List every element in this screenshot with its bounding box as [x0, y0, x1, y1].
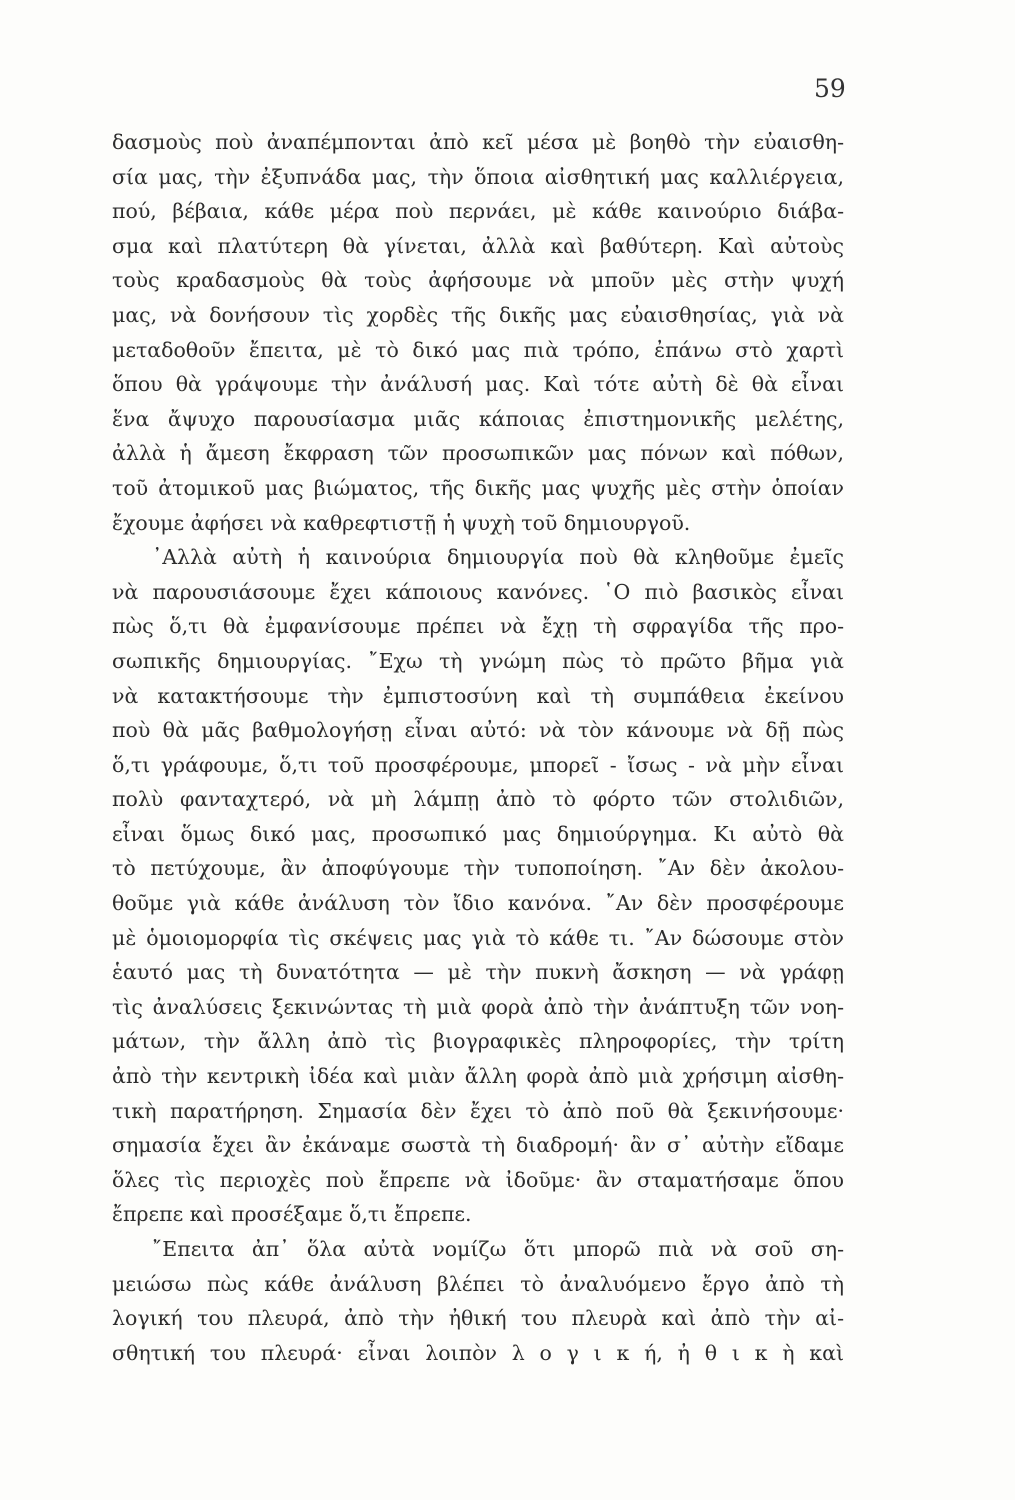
text-line: μὲ ὁμοιομορφία τὶς σκέψεις μας γιὰ τὸ κάθε τι. ῎Αν δώσουμε στὸν: [112, 925, 844, 950]
text-line: σωπικῆς δημιουργίας. ῎Εχω τὴ γνώμη πὼς τὸ πρῶτο βῆμα γιὰ: [112, 648, 844, 673]
text-line: πού, βέβαια, κάθε μέρα ποὺ περνάει, μὲ κάθε καινούριο διάβα-: [112, 199, 844, 224]
text-line: σθητική του πλευρά· εἶναι λοιπὸν λ ο γ ι κ ή, ἠ θ ι κ ὴ καὶ: [112, 1340, 844, 1365]
text-line: τικὴ παρατήρηση. Σημασία δὲν ἔχει τὸ ἀπὸ ποῦ θὰ ξεκινήσουμε·: [112, 1098, 844, 1123]
text-line: δασμοὺς ποὺ ἀναπέμπονται ἀπὸ κεῖ μέσα μὲ βοηθὸ τὴν εὐαισθη-: [112, 130, 844, 154]
text-line: ἕνα ἄψυχο παρουσίασμα μιᾶς κάποιας ἐπιστημονικῆς μελέτης,: [112, 406, 844, 431]
text-line: μας, νὰ δονήσουν τὶς χορδὲς τῆς δικῆς μας εὐαισθησίας, γιὰ νὰ: [112, 302, 844, 327]
text-line: λογική του πλευρά, ἀπὸ τὴν ἠθική του πλευρὰ καὶ ἀπὸ τὴν αἰ-: [112, 1306, 844, 1331]
text-line: μεταδοθοῦν ἔπειτα, μὲ τὸ δικό μας πιὰ τρόπο, ἐπάνω στὸ χαρτὶ: [112, 337, 844, 362]
text-line: ἔπρεπε καὶ προσέξαμε ὅ,τι ἔπρεπε.: [112, 1202, 472, 1227]
body-text: [112, 125, 844, 1370]
text-line: τοῦ ἀτομικοῦ μας βιώματος, τῆς δικῆς μας ψυχῆς μὲς στὴν ὁποίαν: [112, 475, 844, 500]
text-line: ὅλες τὶς περιοχὲς ποὺ ἔπρεπε νὰ ἰδοῦμε· ἂν σταματήσαμε ὅπου: [112, 1167, 844, 1192]
text-line: τὶς ἀναλύσεις ξεκινώντας τὴ μιὰ φορὰ ἀπὸ τὴν ἀνάπτυξη τῶν νοη-: [112, 994, 844, 1019]
text-line: σία μας, τὴν ἐξυπνάδα μας, τὴν ὅποια αἰσθητική μας καλλιέργεια,: [112, 164, 844, 189]
text-line: εἶναι ὅμως δικό μας, προσωπικό μας δημιούργημα. Κι αὐτὸ θὰ: [112, 821, 844, 846]
text-line: τοὺς κραδασμοὺς θὰ τοὺς ἀφήσουμε νὰ μποῦν μὲς στὴν ψυχή: [112, 268, 844, 293]
text-line: ὅπου θὰ γράψουμε τὴν ἀνάλυσή μας. Καὶ τότε αὐτὴ δὲ θὰ εἶναι: [112, 372, 844, 397]
text-line: νὰ παρουσιάσουμε ἔχει κάποιους κανόνες. ῾Ο πιὸ βασικὸς εἶναι: [112, 579, 844, 604]
text-line: τὸ πετύχουμε, ἂν ἀποφύγουμε τὴν τυποποίηση. ῎Αν δὲν ἀκολου-: [112, 856, 844, 881]
text-line: σημασία ἔχει ἂν ἐκάναμε σωστὰ τὴ διαδρομή· ἂν σ᾿ αὐτὴν εἴδαμε: [112, 1133, 844, 1158]
text-line: νὰ κατακτήσουμε τὴν ἐμπιστοσύνη καὶ τὴ συμπάθεια ἐκείνου: [112, 683, 844, 708]
text-line: θοῦμε γιὰ κάθε ἀνάλυση τὸν ἴδιο κανόνα. ῎Αν δὲν προσφέρουμε: [112, 891, 844, 916]
text-line: ποὺ θὰ μᾶς βαθμολογήσῃ εἶναι αὐτό: νὰ τὸν κάνουμε νὰ δῇ πὼς: [112, 718, 844, 743]
text-line: ἀλλὰ ἡ ἄμεση ἔκφραση τῶν προσωπικῶν μας πόνων καὶ πόθων,: [112, 441, 844, 466]
text-line: ῎Επειτα ἀπ᾿ ὅλα αὐτὰ νομίζω ὅτι μπορῶ πιὰ νὰ σοῦ ση-: [152, 1237, 844, 1261]
text-line: ὅ,τι γράφουμε, ὅ,τι τοῦ προσφέρουμε, μπορεῖ - ἴσως - νὰ μὴν εἶναι: [112, 752, 844, 777]
text-line: πολὺ φανταχτερό, νὰ μὴ λάμπῃ ἀπὸ τὸ φόρτο τῶν στολιδιῶν,: [112, 787, 844, 812]
text-line: σμα καὶ πλατύτερη θὰ γίνεται, ἀλλὰ καὶ βαθύτερη. Καὶ αὐτοὺς: [112, 233, 844, 258]
text-line: μειώσω πὼς κάθε ἀνάλυση βλέπει τὸ ἀναλυόμενο ἔργο ἀπὸ τὴ: [112, 1271, 844, 1296]
text-line: ἔχουμε ἀφήσει νὰ καθρεφτιστῇ ἡ ψυχὴ τοῦ δημιουργοῦ.: [112, 510, 691, 535]
text-line: ᾿Αλλὰ αὐτὴ ἡ καινούρια δημιουργία ποὺ θὰ κληθοῦμε ἐμεῖς: [152, 545, 844, 570]
text-line: πὼς ὅ,τι θὰ ἐμφανίσουμε πρέπει νὰ ἔχῃ τὴ σφραγίδα τῆς προ-: [112, 614, 844, 639]
text-line: ἑαυτό μας τὴ δυνατότητα — μὲ τὴν πυκνὴ ἄσκηση — νὰ γράφῃ: [112, 960, 844, 985]
page-number: 59: [814, 74, 846, 103]
text-line: μάτων, τὴν ἄλλη ἀπὸ τὶς βιογραφικὲς πληροφορίες, τὴν τρίτη: [112, 1029, 844, 1054]
text-line: ἀπὸ τὴν κεντρικὴ ἰδέα καὶ μιὰν ἄλλη φορὰ ἀπὸ μιὰ χρήσιμη αἰσθη-: [112, 1064, 844, 1089]
